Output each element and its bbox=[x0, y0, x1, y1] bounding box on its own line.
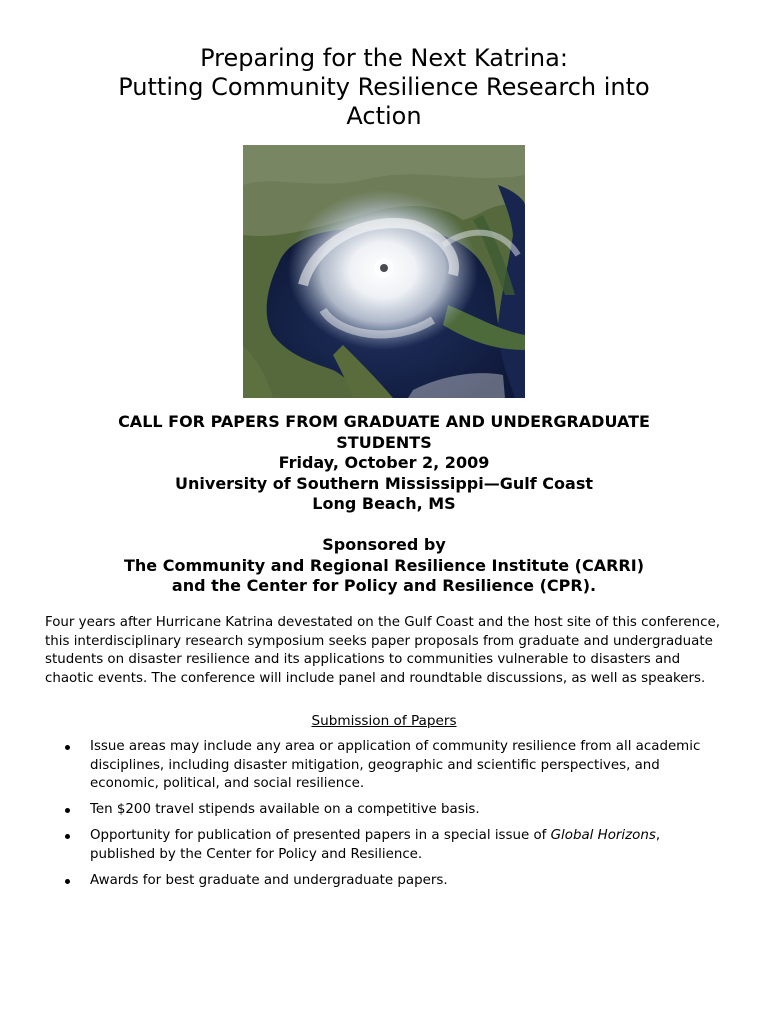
sponsor-block bbox=[40, 535, 728, 597]
list-item-text: Ten $200 travel stipends available on a competitive basis. bbox=[90, 802, 480, 818]
bullet-icon bbox=[65, 808, 70, 813]
submission-heading: Submission of Papers bbox=[311, 713, 457, 729]
event-venue: University of Southern Mississippi—Gulf Coast bbox=[175, 473, 593, 493]
list-item bbox=[45, 801, 725, 820]
intro-paragraph: Four years after Hurricane Katrina devestated on the Gulf Coast and the host site of this conference, this interdisciplinary research symposium seeks paper proposals from graduate and undergraduate students on disaster resilience and its applications to communities vulnerable to disasters and chaotic events. The conference will include panel and roundtable discussions, as well as speakers. bbox=[45, 615, 720, 686]
page-title bbox=[40, 44, 728, 131]
call-line-1: CALL FOR PAPERS FROM GRADUATE AND UNDERGRADUATE bbox=[118, 412, 650, 431]
event-location: Long Beach, MS bbox=[312, 494, 456, 513]
list-item-text: Issue areas may include any area or application of community resilience from all academic disciplines, including disaster mitigation, geographic and scientific perspectives, and economic, political, and social resilience. bbox=[90, 739, 701, 792]
submission-list bbox=[45, 738, 725, 898]
sponsor-line-3: and the Center for Policy and Resilience (CPR). bbox=[171, 576, 597, 595]
journal-title: Global Horizons bbox=[550, 828, 656, 844]
list-item bbox=[45, 738, 725, 794]
list-item-text: Awards for best graduate and undergraduate papers. bbox=[90, 873, 448, 889]
title-line-3: Action bbox=[346, 102, 422, 130]
event-date: Friday, October 2, 2009 bbox=[278, 453, 490, 472]
bullet-icon bbox=[65, 745, 70, 750]
title-line-1: Preparing for the Next Katrina: bbox=[200, 44, 568, 72]
title-line-2: Putting Community Resilience Research into bbox=[118, 73, 650, 101]
hurricane-satellite-image bbox=[243, 145, 525, 398]
list-item-text-pre: Opportunity for publication of presented papers in a special issue of bbox=[90, 828, 551, 844]
sponsor-line-1: Sponsored by bbox=[322, 535, 446, 554]
list-item bbox=[45, 827, 725, 864]
bullet-icon bbox=[65, 879, 70, 884]
sponsor-line-2: The Community and Regional Resilience Institute (CARRI) bbox=[123, 555, 645, 575]
call-line-2: STUDENTS bbox=[336, 432, 432, 452]
call-for-papers-block bbox=[40, 412, 728, 515]
bullet-icon bbox=[65, 834, 70, 839]
list-item-text-post: , published by the Center for Policy and Resilience. bbox=[90, 828, 661, 862]
list-item bbox=[45, 872, 725, 891]
